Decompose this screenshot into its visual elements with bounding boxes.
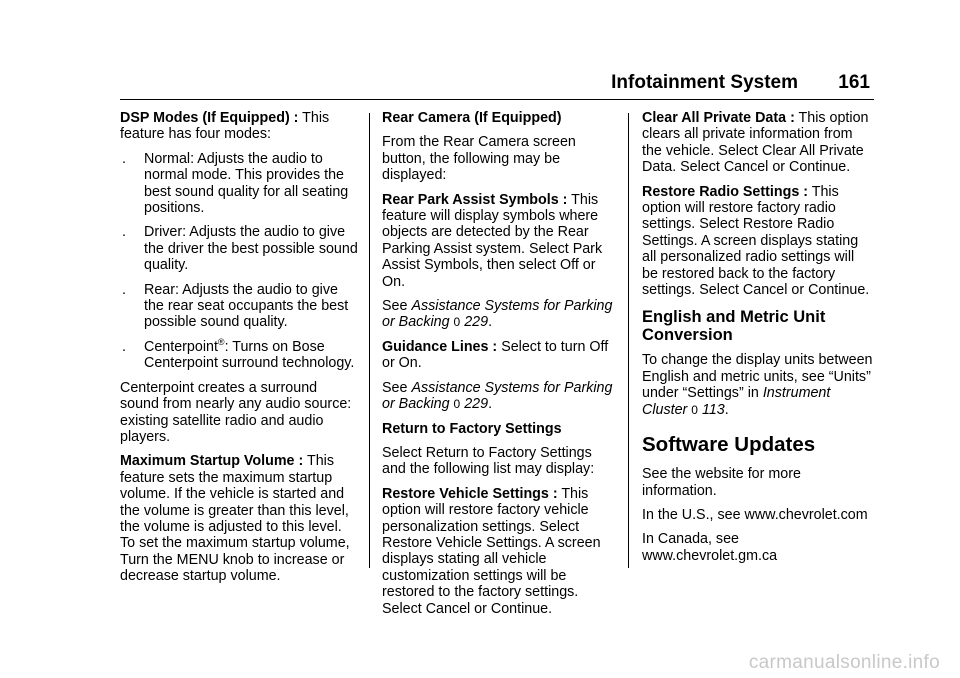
reference-link[interactable]: Assistance Systems for Parking or Backing — [382, 379, 613, 413]
page-arrow-icon: 0 — [453, 397, 461, 412]
bullet-marker: . — [122, 281, 126, 298]
paragraph — [382, 486, 618, 617]
term-label: Rear Park Assist Symbols : — [382, 191, 568, 208]
cross-reference: See Assistance Systems for Parking or Backing 0 229. — [382, 298, 613, 331]
column-2 — [382, 110, 618, 625]
header-rule — [120, 99, 874, 100]
page-arrow-icon: 0 — [691, 402, 698, 417]
bullet-marker: . — [122, 150, 126, 167]
column-divider — [628, 113, 629, 568]
list-item-text: Driver: Adjusts the audio to give the driver the best possible sound quality. — [144, 224, 358, 274]
subheading — [382, 110, 618, 126]
column-3 — [642, 110, 874, 572]
page-header — [120, 72, 870, 98]
cross-reference: See Assistance Systems for Parking or Backing 0 229. — [382, 379, 613, 413]
term-label: Clear All Private Data : — [642, 110, 795, 126]
term-label: Restore Radio Settings : — [642, 183, 809, 200]
section-title: Infotainment System — [611, 72, 798, 93]
term-label: Restore Vehicle Settings : — [382, 485, 558, 502]
term-text: This option will restore factory vehicle personalization settings. Select Restore Vehicle Settings. A screen displays stating all vehicle customization settings will be restored to the factory settings. Select Cancel or Continue. — [382, 485, 601, 617]
reference-link[interactable]: Instrument Cluster — [642, 385, 831, 418]
paragraph — [642, 184, 874, 299]
bullet-marker: . — [122, 224, 126, 241]
term-text: This option clears all private information from the vehicle. Select Clear All Private Data. Select Cancel or Continue. — [642, 110, 869, 176]
term-label: Maximum Startup Volume : — [120, 453, 304, 470]
see-prefix: See — [382, 379, 408, 396]
term-text: Select to turn Off or On. — [382, 338, 609, 372]
paragraph — [382, 192, 618, 290]
list-item — [120, 339, 358, 372]
term-text: This feature sets the maximum startup volume. If the vehicle is started and the volume is greater than this level, the volume is adjusted to this level. To set the maximum startup volume, Turn the MENU knob to increase or decrease startup volume. — [120, 453, 350, 585]
paragraph-text: To change the display units between English and metric units, see “Units” under “Settings” in — [642, 352, 873, 402]
term-label: Guidance Lines : — [382, 338, 498, 355]
paragraph: In the U.S., see www.chevrolet.com — [642, 506, 868, 523]
paragraph: From the Rear Camera screen button, the following may be displayed: — [382, 134, 576, 184]
page-arrow-icon: 0 — [453, 315, 461, 330]
paragraph: Centerpoint creates a surround sound from nearly any audio source: existing satellite radio and audio players. — [120, 379, 352, 445]
centerpoint-name: Centerpoint — [144, 338, 218, 355]
paragraph — [120, 453, 358, 584]
page-number: 161 — [838, 72, 870, 93]
subheading-text: Return to Factory Settings — [382, 420, 562, 437]
registered-mark: ® — [217, 337, 225, 348]
subheading-text: Rear Camera (If Equipped) — [382, 110, 562, 126]
list-item — [120, 151, 358, 217]
paragraph — [120, 110, 358, 143]
list-item-text: Normal: Adjusts the audio to normal mode. This provides the best sound quality for all seating positions. — [144, 150, 349, 217]
reference-page[interactable]: 229 — [464, 396, 489, 413]
list-item-text: Rear: Adjusts the audio to give the rear seat occupants the best possible sound quality. — [144, 281, 349, 331]
list-item — [120, 282, 358, 331]
paragraph: To change the display units between English and metric units, see “Units” under “Settings” in Instrument Cluster 0 113. — [642, 352, 873, 418]
term-text: This feature will display symbols where objects are detected by the Rear Parking Assist system. Select Park Assist Symbols, then select Off or On. — [382, 191, 603, 290]
paragraph: Select Return to Factory Settings and the following list may display: — [382, 444, 595, 478]
reference-page[interactable]: 229 — [464, 314, 489, 331]
bullet-marker: . — [122, 338, 126, 355]
reference-page[interactable]: 113 — [701, 401, 725, 418]
paragraph: In Canada, see www.chevrolet.gm.ca — [642, 531, 778, 564]
term-text: This option will restore factory radio settings. Select Restore Radio Settings. A screen displays stating all personalized radio settings will be restored back to the factory settings. Select Cancel or Continue. — [642, 183, 870, 299]
subheading — [382, 421, 618, 437]
paragraph — [382, 339, 618, 372]
list-item-text: : Turns on Bose Centerpoint surround technology. — [144, 338, 355, 372]
section-heading: Software Updates — [642, 433, 816, 457]
paragraph — [642, 110, 874, 176]
paragraph: See the website for more information. — [642, 466, 801, 499]
list-item — [120, 224, 358, 273]
section-heading: English and Metric Unit Conversion — [642, 308, 826, 345]
watermark: carmanualsonline.info — [748, 652, 940, 673]
term-label: DSP Modes (If Equipped) : — [120, 110, 299, 126]
column-divider — [369, 113, 370, 568]
see-prefix: See — [382, 298, 408, 315]
term-text: This feature has four modes: — [120, 110, 330, 143]
reference-link[interactable]: Assistance Systems for Parking or Backing — [382, 298, 613, 331]
column-1 — [120, 110, 358, 593]
